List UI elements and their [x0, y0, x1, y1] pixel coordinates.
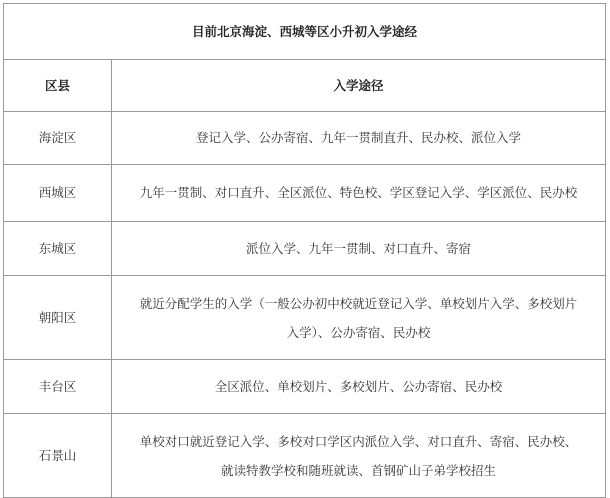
route-cell: [112, 276, 606, 360]
route-line: 就读特教学校和随班就读、首钢矿山子弟学校招生: [221, 462, 497, 478]
header-district: 区县: [4, 60, 112, 112]
route-line: 就近分配学生的入学（一般公办初中校就近登记入学、单校划片入学、多校划片: [139, 295, 578, 311]
route-cell: [112, 360, 606, 414]
header-row: [4, 60, 606, 112]
table-row: [4, 276, 606, 360]
route-line: 九年一贯制、对口直升、全区派位、特色校、学区登记入学、学区派位、民办校: [139, 185, 578, 200]
table-row: [4, 414, 606, 498]
table-row: [4, 112, 606, 165]
table-row: [4, 165, 606, 222]
route-cell: [112, 414, 606, 498]
route-line: 登记入学、公办寄宿、九年一贯制直升、民办校、派位入学: [196, 130, 522, 145]
route-line: 全区派位、单校划片、多校划片、公办寄宿、民办校: [214, 378, 503, 394]
title-row: [4, 4, 606, 60]
route-line: 入学）、公办寄宿、民办校: [286, 324, 431, 340]
table-row: [4, 222, 606, 276]
district-cell: 朝阳区: [4, 276, 112, 360]
district-cell: 石景山: [4, 414, 112, 498]
header-route: 入学途径: [112, 60, 606, 112]
admission-routes-table: [3, 3, 606, 498]
route-cell: [112, 222, 606, 276]
district-cell: 西城区: [4, 165, 112, 222]
district-cell: 丰台区: [4, 360, 112, 414]
district-cell: 海淀区: [4, 112, 112, 165]
route-line: 单校对口就近登记入学、多校对口学区内派位入学、对口直升、寄宿、民办校、: [139, 433, 578, 449]
route-cell: [112, 165, 606, 222]
table-title: 目前北京海淀、西城等区小升初入学途经: [4, 4, 606, 60]
route-line: 派位入学、九年一贯制、对口直升、寄宿: [246, 240, 472, 256]
district-cell: 东城区: [4, 222, 112, 276]
table-row: [4, 360, 606, 414]
route-cell: [112, 112, 606, 165]
